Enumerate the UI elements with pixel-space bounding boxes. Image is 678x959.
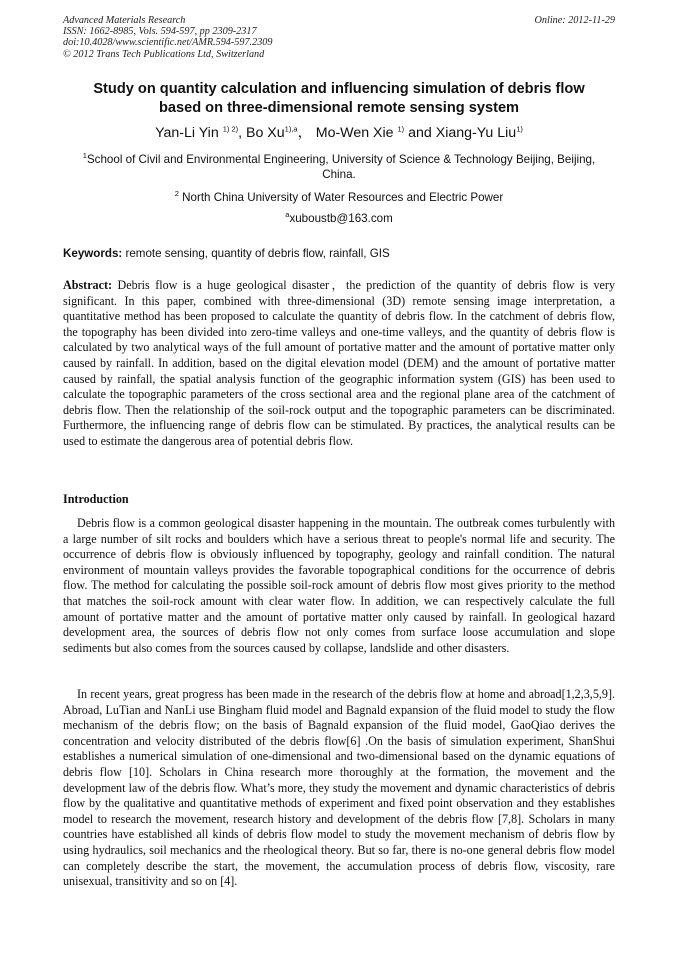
author-affiliation-mark: 1) bbox=[397, 124, 405, 134]
affiliation-2 bbox=[63, 190, 615, 205]
intro-paragraph-2: In recent years, great progress has been made in the research of the debris flow at home and abroad[1,2,3,5,9]. Abroad, LuTian and NanLi use Bingham fluid model and Bagnald expansion of the fluid model to study the flow mechanism of the debris flow; on the basis of Bagnald expansion of the fluid model, GaoQiao derives the concentration and velocity distributed of the debris flow[6] .On the basis of simulation experiment, ShanShui establishes a numerical simulation of one-dimensional and two-dimensional based on the dynamic equations of debris flow [10]. Scholars in China research more thoroughly at the formation, the movement and the development law of the debris flow. What’s more, they study the movement and dynamic characteristics of debris flow by the qualitative and quantitative methods of experiment and fixed point observation and they establishes model to research the movement, research history and development of the debris flow [7,8]. Scholars in many countries have established all kinds of debris flow model to study the movement mechanism of debris flow by using hydraulics, soil mechanics and the rheological theory. But so far, there is no-one general debris flow model can completely describe the start, the movement, the accumulation process of debris flow, viscosity, rare unisexual, transitivity and so on [4]. bbox=[63, 687, 615, 889]
affiliation-1-line-1 bbox=[63, 152, 615, 167]
author-affiliation-mark: 1) bbox=[516, 124, 523, 134]
title-line-2: based on three-dimensional remote sensing system bbox=[158, 100, 520, 116]
journal-name: Advanced Materials Research bbox=[63, 15, 186, 26]
affiliation-1 bbox=[63, 152, 615, 182]
abstract bbox=[63, 278, 615, 450]
doi-line: doi:10.4028/www.scientific.net/AMR.594-597.2309 bbox=[63, 37, 273, 49]
author-list bbox=[55, 124, 623, 142]
abstract-text: Debris flow is a huge geological disaster，the prediction of the quantity of debris flow is very significant. In this paper, combined with three-dimensional (3D) remote sensing image interpretation, a quantitative method has been proposed to calculate the quantity of debris flow. In the catchment of debris flow, the topography has been divided into zero-time valleys and one-time valleys, and the quantity of debris flow is calculated by two analytical ways of the full amount of portative matter and the amount of portative matter only caused by rainfall. In addition, based on the digital elevation model (DEM) and the amount of portative matter caused by rainfall, the spatial analysis function of the geographic information system (GIS) has been used to calculate the topographic parameters of the cross sectional area and the regional plane area of the catchment of debris flow. Then the relationship of the soil-rock output and the topographic parameters can be discriminated. Furthermore, the influencing range of debris flow can be stimulated. By practices, the analytical results can be used to estimate the dangerous area of potential debris flow. bbox=[63, 278, 615, 448]
intro-paragraph-1: Debris flow is a common geological disaster happening in the mountain. The outbreak comes turbulently with a large number of silt rocks and boulders which have a serious threat to people's normal life and security. The occurrence of debris flow is obviously influenced by topography, geology and rainfall condition. The natural environment of mountain valleys provides the favorable topographical conditions for the occurrence of debris flow. The method for calculating the possible soil-rock amount of debris flow most gives priority to the method that matches the soil-rock amount with clear water flow. In addition, we can respectively calculate the full amount of portative matter and the amount of portative matter only caused by rainfall. In geological hazard development area, the sources of debris flow not only comes from surface loose accumulation and slope sediments but also comes from the sources caused by collapse, landslide and other disasters. bbox=[63, 516, 615, 655]
section-heading-introduction: Introduction bbox=[63, 492, 129, 506]
author-affiliation-mark: 1),a bbox=[284, 124, 298, 134]
author-name: Mo-Wen Xie bbox=[315, 125, 394, 141]
journal-header bbox=[63, 15, 615, 60]
contact-email bbox=[63, 211, 615, 226]
issn-line: ISSN: 1662-8985, Vols. 594-597, pp 2309-2317 bbox=[63, 26, 257, 38]
keywords-label: Keywords: bbox=[63, 247, 123, 260]
copyright-line: © 2012 Trans Tech Publications Ltd, Switzerland bbox=[63, 48, 265, 60]
keywords-text: remote sensing, quantity of debris flow, rainfall, GIS bbox=[122, 247, 390, 260]
title-line-1: Study on quantity calculation and influencing simulation of debris flow bbox=[93, 81, 585, 97]
affiliation-mark: 2 bbox=[174, 189, 179, 199]
author-name: Yan-Li Yin bbox=[155, 125, 219, 141]
author-affiliation-mark: 1) 2) bbox=[222, 124, 239, 134]
abstract-label: Abstract: bbox=[63, 278, 113, 292]
author-separator: ， bbox=[297, 125, 312, 141]
affiliation-1-text: School of Civil and Environmental Engineering, University of Science & Technology Beijing, Beijing, bbox=[86, 153, 596, 166]
online-date: Online: 2012-11-29 bbox=[534, 15, 615, 26]
affiliation-1-line-2: China. bbox=[322, 168, 356, 181]
author-name: Xiang-Yu Liu bbox=[435, 125, 517, 141]
affiliation-2-text: North China University of Water Resources and Electric Power bbox=[178, 191, 504, 204]
author-separator: , bbox=[238, 125, 246, 141]
affiliation-mark: 1 bbox=[82, 151, 87, 161]
author-name: Bo Xu bbox=[246, 125, 285, 141]
paper-title bbox=[55, 80, 623, 118]
author-separator: and bbox=[404, 125, 436, 141]
keywords bbox=[63, 246, 615, 261]
email-address: xuboustb@163.com bbox=[289, 212, 393, 225]
email-mark: a bbox=[285, 210, 290, 220]
